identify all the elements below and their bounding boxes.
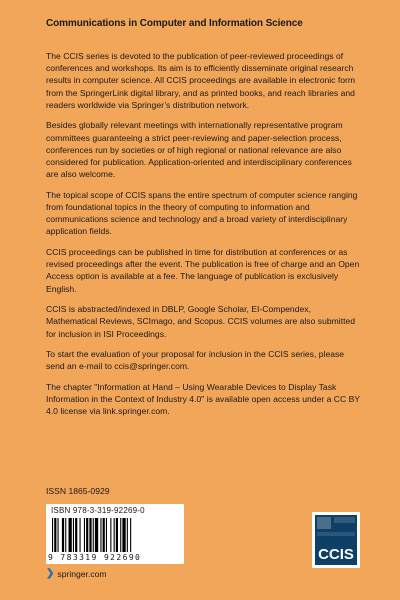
paragraph-1: The CCIS series is devoted to the publication of peer-reviewed proceedings of conferences and workshops. Its aim is to efficiently disseminate original research results in computer science. All CCIS proceedings are available in electronic form from the SpringerLink digital library, and as printed books, and reach libraries and readers worldwide via Springer’s distribution network. [46,51,356,110]
description-text [46,50,364,426]
paragraph-4: CCIS proceedings can be published in time for distribution at conferences or as revised proceedings after the event. The publication is free of charge and an Open Access option is available at a fee. The language of publication is exclusively English. [46,247,360,294]
barcode-bars [52,518,178,552]
logo-text: CCIS [318,546,354,563]
paragraph-6: To start the evaluation of your proposal for inclusion in the CCIS series, please send an e-mail to ccis@springer.com. [46,349,345,372]
isbn-label: ISBN 978-3-319-92269-0 [51,506,145,515]
barcode-box [46,504,184,564]
series-title: Communications in Computer and Information Science [46,18,303,29]
publisher-link-text: springer.com [57,568,107,579]
chevron-right-icon: ❯ [46,568,55,579]
barcode-digits: 9 783319 922690 [48,553,142,562]
ccis-logo [312,512,360,568]
paragraph-5: CCIS is abstracted/indexed in DBLP, Google Scholar, EI-Compendex, Mathematical Reviews, SCImago, and Scopus. CCIS volumes are also submitted for inclusion in ISI Proceedings. [46,304,356,339]
paragraph-3: The topical scope of CCIS spans the entire spectrum of computer science ranging from foundational topics in the theory of computing to information and communications science and technology and a broad variety of interdisciplinary application fields. [46,189,358,237]
paragraph-2: Besides globally relevant meetings with internationally representative program committees guaranteeing a strict peer-reviewing and paper-selection process, conferences run by societies or of high regional or national relevance are also considered for publication. Application-oriented and interdisciplinary conferences are also welcome. [46,120,352,180]
issn-label: ISSN 1865-0929 [46,486,110,496]
paragraph-7: The chapter "Information at Hand – Using Wearable Devices to Display Task Information in the Context of Industry 4.0" is available open access under a CC BY 4.0 license via link.springer.com. [46,382,360,417]
publisher-link[interactable] [46,568,107,579]
